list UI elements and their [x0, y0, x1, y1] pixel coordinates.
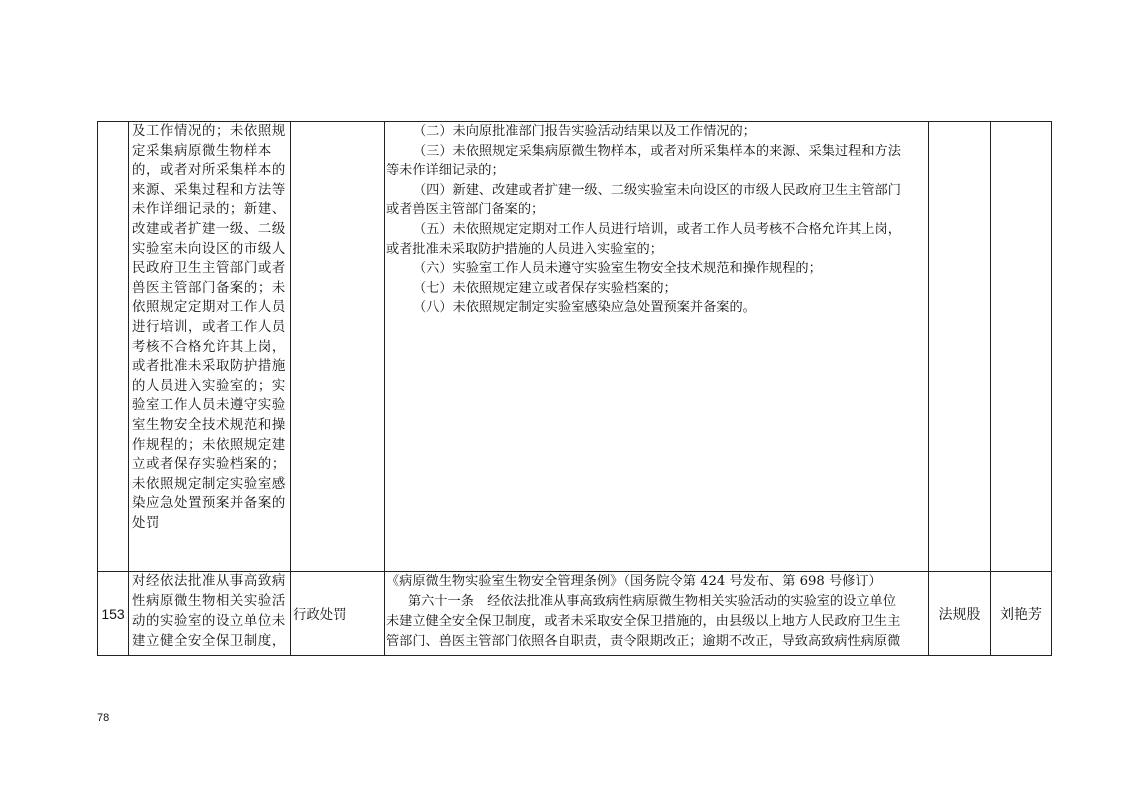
- item-name-line: 处罚: [132, 515, 160, 531]
- legal-basis-line: 《病原微生物实验室生物安全管理条例》（国务院令第 424 号发布、第 698 号修订）: [386, 574, 882, 589]
- item-name-line: 实验室未向设区的市级人: [132, 241, 286, 257]
- legal-basis-cell: [385, 572, 929, 656]
- item-number-cell: 153: [98, 572, 129, 656]
- department-cell: [929, 122, 991, 572]
- legal-basis-line: （三）未依照规定采集病原微生物样本，或者对所采集样本的来源、采集过程和方法: [413, 143, 901, 159]
- item-name-line: 及工作情况的；未依照规: [132, 124, 286, 139]
- legal-basis-line: （七）未依照规定建立或者保存实验档案的；: [413, 280, 677, 296]
- item-name-line: 考核不合格允许其上岗，: [132, 339, 286, 355]
- item-type-cell: 行政处罚: [291, 572, 385, 656]
- item-name-line: 作规程的；未依照规定建: [132, 437, 286, 453]
- page-number: 78: [97, 712, 110, 724]
- legal-basis-line: （六）实验室工作人员未遵守实验室生物安全技术规范和操作规程的；: [413, 261, 822, 277]
- item-name-line: 室生物安全技术规范和操: [132, 417, 286, 433]
- regulation-table: [97, 121, 1052, 656]
- table-row: [98, 122, 1052, 572]
- legal-basis-line: 等未作详细记录的；: [386, 163, 505, 179]
- item-name-line: 染应急处置预案并备案的: [132, 496, 286, 512]
- responsible-person-cell: 刘艳芳: [991, 572, 1052, 656]
- item-name-line: 兽医主管部门备案的；未: [132, 280, 286, 296]
- legal-basis-line: （五）未依照规定定期对工作人员进行培训，或者工作人员考核不合格允许其上岗，: [413, 221, 901, 237]
- item-name-line: 的人员进入实验室的；实: [132, 378, 286, 394]
- table-row: [98, 572, 1052, 656]
- item-name-line: 对经依法批准从事高致病: [132, 574, 286, 589]
- legal-basis-line: 或者兽医主管部门备案的；: [386, 202, 545, 218]
- item-name-line: 未作详细记录的；新建、: [132, 202, 286, 218]
- department-cell: 法规股: [929, 572, 991, 656]
- item-name-line: 建立健全安全保卫制度，: [132, 634, 286, 649]
- item-name-cell: [129, 572, 291, 656]
- item-name-line: 性病原微生物相关实验活: [132, 594, 286, 609]
- item-name-line: 动的实验室的设立单位未: [132, 614, 286, 629]
- item-name-line: 民政府卫生主管部门或者: [132, 261, 286, 277]
- item-number-cell: [98, 122, 129, 572]
- item-name-line: 的，或者对所采集样本的: [132, 163, 286, 179]
- item-name-line: 进行培训，或者工作人员: [132, 319, 286, 335]
- legal-basis-line: （四）新建、改建或者扩建一级、二级实验室未向设区的市级人民政府卫生主管部门: [413, 182, 901, 198]
- item-name-line: 未依照规定制定实验室感: [132, 476, 286, 492]
- item-name-line: 来源、采集过程和方法等: [132, 182, 286, 198]
- legal-basis-line: 或者批准未采取防护措施的人员进入实验室的；: [386, 241, 663, 257]
- item-name-line: 或者批准未采取防护措施: [132, 359, 286, 375]
- legal-basis-cell: [385, 122, 929, 572]
- responsible-person-cell: [991, 122, 1052, 572]
- item-name-line: 立或者保存实验档案的；: [132, 457, 286, 473]
- item-name-line: 依照规定定期对工作人员: [132, 300, 286, 316]
- item-type-cell: [291, 122, 385, 572]
- item-name-line: 定采集病原微生物样本: [132, 143, 272, 159]
- legal-basis-line: （二）未向原批准部门报告实验活动结果以及工作情况的；: [413, 124, 756, 139]
- legal-basis-line: 未建立健全安全保卫制度，或者未采取安全保卫措施的，由县级以上地方人民政府卫生主: [386, 614, 901, 629]
- item-name-line: 验室工作人员未遵守实验: [132, 398, 286, 414]
- legal-basis-line: 管部门、兽医主管部门依照各自职责，责令限期改正；逾期不改正，导致高致病性病原微: [386, 634, 901, 649]
- legal-basis-line: （八）未依照规定制定实验室感染应急处置预案并备案的。: [413, 300, 756, 316]
- legal-basis-line: 第六十一条 经依法批准从事高致病性病原微生物相关实验活动的实验室的设立单位: [408, 594, 896, 609]
- item-name-line: 改建或者扩建一级、二级: [132, 221, 286, 237]
- item-name-cell: [129, 122, 291, 572]
